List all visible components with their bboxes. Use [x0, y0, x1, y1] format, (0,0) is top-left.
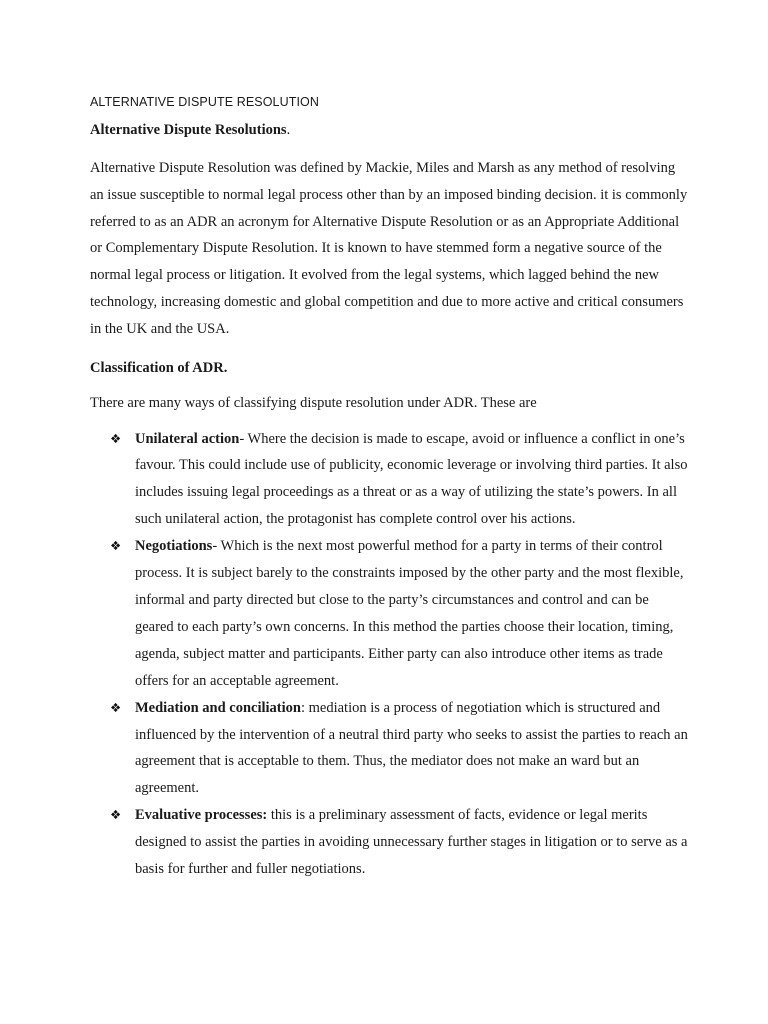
document-title-text: Alternative Dispute Resolutions: [90, 122, 287, 138]
bullet-term: Mediation and conciliation: [135, 699, 301, 716]
classification-intro: There are many ways of classifying dispute resolution under ADR. These are: [90, 394, 537, 411]
document-title-punct: .: [286, 122, 291, 138]
bullet-text: - Which is the next most powerful method for a party in terms of their control process. It is subject barely to the constraints imposed by the other party and the most flexible, informal and party directed but close to the party’s circumstances and control and can be geared to each party’s own concerns. In this method the parties choose their location, timing, agenda, subject matter and participants. Either party can also introduce other items as trade offers for an acceptable agreement.: [135, 538, 684, 689]
classification-list: [90, 426, 690, 883]
bullet-text: - Where the decision is made to escape, avoid or influence a conflict in one’s favour. This could include use of publicity, economic leverage or involving third parties. It also includes issuing legal proceedings as a threat or as a way of utilizing the state’s powers. In all such unilateral action, the protagonist has complete control over his actions.: [135, 430, 688, 528]
definition-paragraph: Alternative Dispute Resolution was defined by Mackie, Miles and Marsh as any method of resolving an issue susceptible to normal legal process other than by an imposed binding decision. it is commonly referred to as an ADR an acronym for Alternative Dispute Resolution or as an Appropriate Additional or Complementary Dispute Resolution. It is known to have stemmed form a negative source of the normal legal process or litigation. It evolved from the legal systems, which lagged behind the new technology, increasing domestic and global competition and due to more active and critical consumers in the UK and the USA.: [90, 160, 688, 337]
four-diamond-bullet-icon: ❖: [110, 538, 122, 554]
document-title: [90, 120, 690, 140]
bullet-term: Unilateral action: [135, 430, 240, 447]
section-heading: Classification of ADR.: [90, 359, 228, 376]
document-header: ALTERNATIVE DISPUTE RESOLUTION: [90, 95, 319, 109]
list-item: [90, 802, 690, 883]
bullet-text: this is a preliminary assessment of facts, evidence or legal merits designed to assist the parties in avoiding unnecessary further stages in litigation or to serve as a basis for further and fuller negotiations.: [135, 807, 688, 878]
list-item: [90, 695, 690, 803]
bullet-term: Evaluative processes:: [135, 807, 268, 824]
four-diamond-bullet-icon: ❖: [110, 430, 122, 446]
four-diamond-bullet-icon: ❖: [110, 807, 122, 823]
bullet-text: : mediation is a process of negotiation which is structured and influenced by the intervention of a neutral third party who seeks to assist the parties to reach an agreement that is acceptable to them. Thus, the mediator does not make an ward but an agreement.: [135, 699, 688, 797]
list-item: [90, 426, 690, 534]
list-item: [90, 533, 690, 694]
four-diamond-bullet-icon: ❖: [110, 699, 122, 715]
bullet-term: Negotiations: [135, 538, 213, 555]
document-content: [90, 93, 690, 883]
